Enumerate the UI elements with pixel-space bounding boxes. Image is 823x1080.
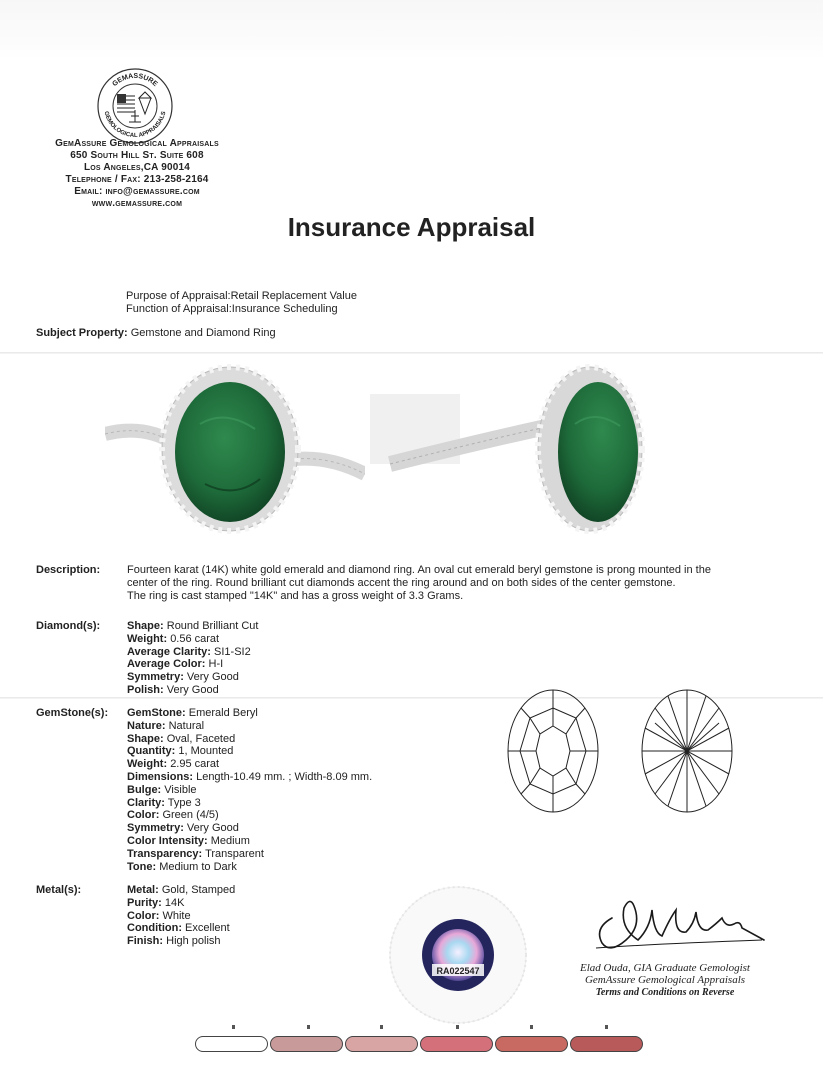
- description-text: [127, 564, 767, 603]
- metal-specs: [127, 884, 235, 948]
- company-email: Email: info@gemassure.com: [74, 186, 200, 197]
- subject-label: Subject Property:: [36, 327, 128, 339]
- color-scale-swatch: [345, 1036, 418, 1052]
- gemstone-spec-row: Transparency: Transparent: [127, 847, 264, 860]
- subject-value: Gemstone and Diamond Ring: [130, 327, 276, 339]
- company-info: [28, 138, 246, 210]
- appraiser-block: [545, 962, 785, 999]
- terms-note: Terms and Conditions on Reverse: [595, 987, 735, 998]
- gemstone-spec-row: Dimensions: Length-10.49 mm. ; Width-8.09 mm.: [127, 770, 373, 783]
- company-address-line2: Los Angeles,CA 90014: [83, 162, 191, 173]
- metal-spec-row: Color: White: [127, 909, 191, 922]
- scale-tick: [232, 1025, 235, 1029]
- gemstone-spec-row: Bulge: Visible: [127, 783, 197, 796]
- page-title: Insurance Appraisal: [287, 212, 536, 242]
- appraiser-company: GemAssure Gemological Appraisals: [584, 974, 746, 986]
- company-website: www.gemassure.com: [91, 198, 183, 209]
- color-scale-swatch: [495, 1036, 568, 1052]
- svg-text:GEMOLOGICAL APPRAISALS: GEMOLOGICAL APPRAISALS: [102, 110, 168, 140]
- gemstone-specs: [127, 707, 372, 873]
- scale-tick: [456, 1025, 459, 1029]
- color-scale-swatch: [420, 1036, 493, 1052]
- function-line: Function of Appraisal:Insurance Scheduling: [126, 303, 338, 315]
- metal-spec-row: Metal: Gold, Stamped: [127, 884, 236, 896]
- hologram-serial: RA022547: [436, 966, 480, 976]
- gemstone-spec-row: Color Intensity: Medium: [127, 834, 250, 847]
- subject-property: [36, 327, 276, 339]
- appraisal-purpose: [126, 290, 357, 316]
- gemstone-spec-row: Clarity: Type 3: [127, 796, 201, 809]
- gemassure-seal-logo: [95, 66, 175, 146]
- diamond-specs: [127, 620, 258, 697]
- metal-spec-row: Purity: 14K: [127, 896, 185, 909]
- gemstone-spec-row: Color: Green (4/5): [127, 809, 219, 822]
- diamond-spec-row: Polish: Very Good: [127, 683, 219, 696]
- metals-label: Metal(s):: [36, 884, 82, 896]
- description-line: center of the ring. Round brilliant cut diamonds accent the ring around and on both sides of the center gemstone.: [127, 577, 676, 589]
- gemstone-spec-row: Symmetry: Very Good: [127, 822, 239, 835]
- metal-spec-row: Condition: Excellent: [127, 922, 230, 935]
- scale-tick: [307, 1025, 310, 1029]
- gemstone-spec-row: Shape: Oval, Faceted: [127, 732, 236, 745]
- diamond-spec-row: Average Clarity: SI1-SI2: [127, 645, 251, 658]
- color-scale-swatch: [270, 1036, 343, 1052]
- company-phone: Telephone / Fax: 213-258-2164: [65, 174, 209, 185]
- scale-tick: [380, 1025, 383, 1029]
- purpose-line: Purpose of Appraisal:Retail Replacement Value: [126, 290, 357, 302]
- description-line: The ring is cast stamped "14K" and has a gross weight of 3.3 Grams.: [127, 590, 464, 602]
- gemstones-label: GemStone(s):: [36, 707, 109, 719]
- hologram-seal-icon: [388, 885, 528, 1025]
- diamond-spec-row: Shape: Round Brilliant Cut: [127, 620, 259, 632]
- scan-top-edge: [0, 0, 823, 60]
- gemstone-spec-row: Tone: Medium to Dark: [127, 860, 237, 873]
- diamonds-label: Diamond(s):: [36, 620, 101, 632]
- metal-spec-row: Finish: High polish: [127, 935, 221, 948]
- ring-photo-side: [370, 364, 670, 554]
- gemstone-spec-row: Weight: 2.95 carat: [127, 758, 220, 771]
- color-scale-swatch: [570, 1036, 643, 1052]
- description-label: Description:: [36, 564, 101, 576]
- company-name: GemAssure Gemological Appraisals: [55, 138, 219, 149]
- oval-crown-diagram: [506, 688, 600, 814]
- company-address-line1: 650 South Hill St. Suite 608: [70, 150, 204, 161]
- description-line: Fourteen karat (14K) white gold emerald and diamond ring. An oval cut emerald beryl gemstone is prong mounted in the: [127, 564, 711, 576]
- gemstone-spec-row: Nature: Natural: [127, 719, 205, 732]
- appraiser-name: Elad Ouda, GIA Graduate Gemologist: [580, 962, 750, 974]
- appraiser-signature: [592, 888, 767, 958]
- diamond-spec-row: Symmetry: Very Good: [127, 671, 239, 684]
- diamond-spec-row: Weight: 0.56 carat: [127, 632, 220, 645]
- svg-text:GEMASSURE: GEMASSURE: [111, 72, 159, 89]
- fold-line: [0, 352, 823, 354]
- diamond-spec-row: Average Color: H-I: [127, 658, 224, 671]
- gemstone-spec-row: Quantity: 1, Mounted: [127, 745, 234, 758]
- gemstone-spec-row: GemStone: Emerald Beryl: [127, 707, 258, 719]
- ring-photo-front: [105, 364, 365, 554]
- oval-pavilion-diagram: [640, 688, 734, 814]
- color-scale-swatch: [195, 1036, 268, 1052]
- scale-tick: [530, 1025, 533, 1029]
- scale-tick: [605, 1025, 608, 1029]
